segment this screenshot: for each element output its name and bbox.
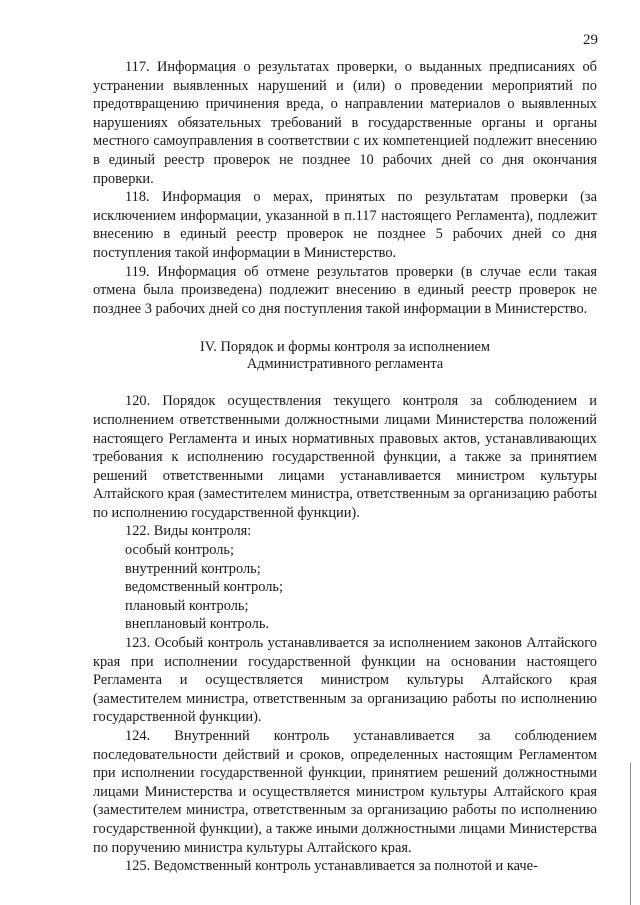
document-body [93,58,597,876]
paragraph-125: 125. Ведомственный контроль устанавливается за полнотой и каче- [125,858,538,875]
paragraph-119: 119. Информация об отмене результатов проверки (в случае если такая отмена была произведена) подлежит внесению в единый реестр проверок не позднее 3 рабочих дней со дня поступления такой информации в Министерство. [93,263,597,317]
list-item: внеплановый контроль. [125,616,269,633]
paragraph-118: 118. Информация о мерах, принятых по результатам проверки (за исключением информации, указанной в п.117 настоящего Регламента), подлежит внесению в единый реестр проверок не позднее 5 рабочих дней со дня поступления такой информации в Министерство. [93,189,597,261]
page-number: 29 [583,32,598,48]
paragraph-117: 117. Информация о результатах проверки, о выданных предписаниях об устранении выявленных нарушений и (или) о проведении мероприятий по предотвращению причинения вреда, о направлении материалов о выявленных нарушениях обязательных требований в государственные органы и органы местного самоуправления в соответствии с их компетенцией подлежит внесению в единый реестр проверок не позднее 10 рабочих дней со дня окончания проверки. [93,59,597,187]
section-heading-line-2: Административного регламента [246,356,444,373]
list-item: особый контроль; [125,542,234,559]
list-item: плановый контроль; [125,597,249,614]
list-item: внутренний контроль; [125,560,261,577]
section-heading-line-1: IV. Порядок и формы контроля за исполнением [199,339,491,356]
paragraph-124: 124. Внутренний контроль устанавливается за соблюдением последовательности действий и сроков, определенных настоящим Регламентом при исполнении государственной функции, принятием решений должностными лицами Министерства и осуществляется министром культуры Алтайского края (заместителем министра, ответственным за организацию работы по исполнению государственной функции), а также иными должностными лицами Министерства по поручению министра культуры Алтайского края. [93,728,597,856]
section-heading [93,339,597,373]
scan-margin-line [630,763,631,905]
paragraph-120: 120. Порядок осуществления текущего контроля за соблюдением и исполнением ответственными должностными лицами Министерства положений настоящего Регламента и иных нормативных правовых актов, устанавливающих требования к исполнению государственной функции, а также за принятием решений ответственными лицами устанавливается министром культуры Алтайского края (заместителем министра, ответственным за организацию работы по исполнению государственной функции). [93,393,597,521]
paragraph-123: 123. Особый контроль устанавливается за исполнением законов Алтайского края при исполнении государственной функции на основании настоящего Регламента и осуществляется министром культуры Алтайского края (заместителем министра, ответственным за организацию работы по исполнению государственной функции). [93,635,597,726]
list-item: ведомственный контроль; [125,579,283,596]
control-types-heading: 122. Виды контроля: [125,523,252,540]
